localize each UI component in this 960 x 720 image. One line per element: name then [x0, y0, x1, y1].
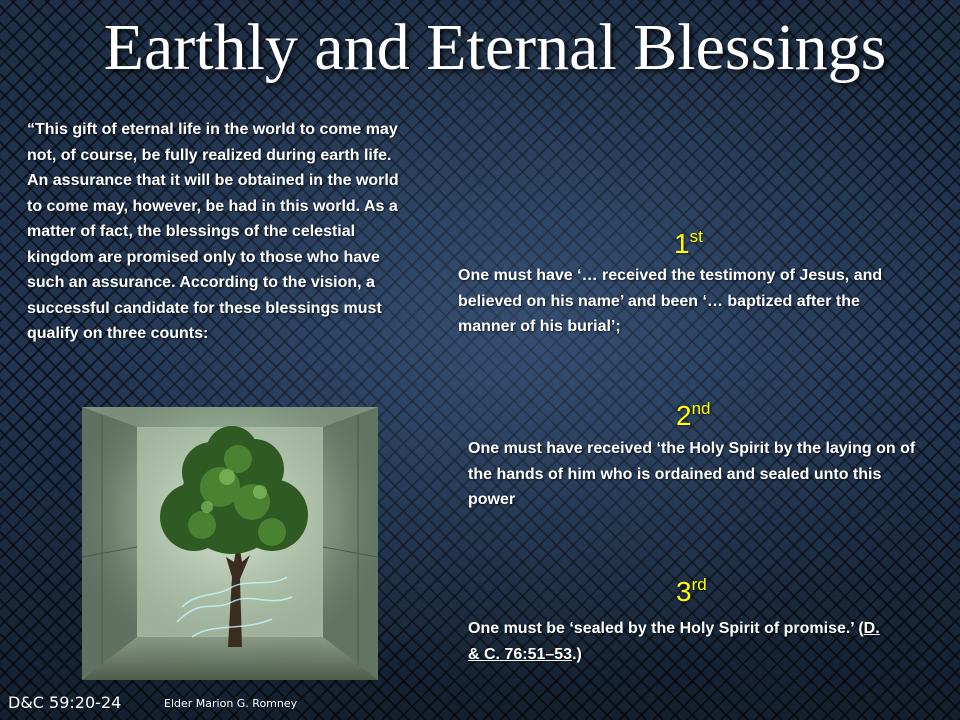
ordinal-suffix: rd [691, 575, 707, 594]
quote-text: “This gift of eternal life in the world to come may not, of course, be fully realized during earth life. An assurance that it will be obtained in the world to come may, however, be had in this world. As a matter of fact, the blessings of the celestial kingdom are promised only to those who have such an assurance. According to the vision, a successful candidate for these blessings must qualify on three counts: [27, 121, 399, 342]
ordinal-number: 3 [676, 576, 692, 607]
point-third-text [468, 616, 888, 667]
tree-image [82, 407, 378, 680]
scripture-reference-link[interactable]: D. & C. 76:51–53 [468, 620, 880, 663]
point-third-text-before: One must be ‘sealed by the Holy Spirit of promise.’ ( [468, 620, 864, 637]
author-credit: Elder Marion G. Romney [164, 697, 298, 710]
point-second-text: One must have received ‘the Holy Spirit by the laying on of the hands of him who is ordained and sealed unto this power [468, 440, 916, 508]
ordinal-number: 1 [674, 228, 690, 259]
ordinal-suffix: st [689, 227, 703, 246]
point-first-text: One must have ‘… received the testimony of Jesus, and believed on his name’ and been ‘… baptized after the manner of his burial’; [458, 267, 883, 335]
scripture-reference: D&C 59:20-24 [8, 693, 122, 712]
ordinal-suffix: nd [691, 399, 711, 418]
tree-illustration [82, 407, 378, 680]
ordinal-number: 2 [676, 400, 692, 431]
ordinal-second [676, 400, 711, 432]
point-third-text-after: .) [572, 645, 582, 663]
slide-title: Earthly and Eternal Blessings [103, 11, 887, 84]
ordinal-first [674, 228, 703, 260]
ordinal-third [676, 576, 707, 608]
